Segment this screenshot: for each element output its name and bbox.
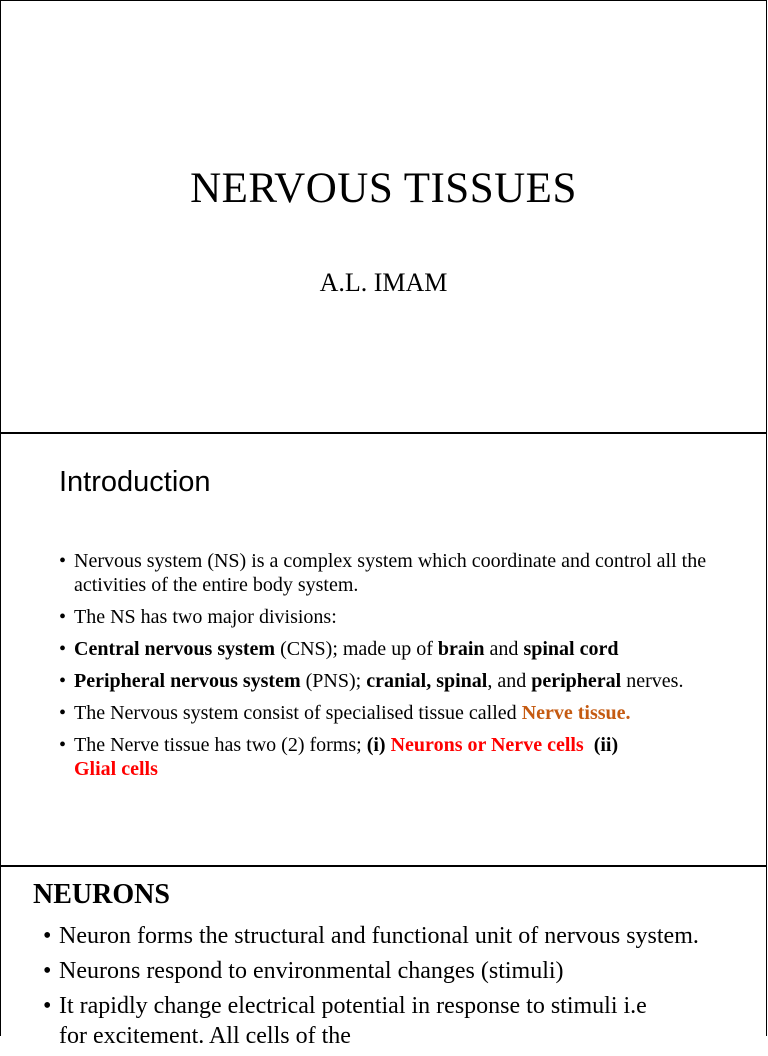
term-glial-cells: Glial cells (74, 758, 158, 780)
bullet-text: nerves. (621, 670, 684, 692)
bullet-marker: • (43, 958, 52, 984)
bullet-marker: • (59, 550, 67, 572)
bullet-marker: • (59, 734, 67, 756)
introduction-heading: Introduction (59, 466, 211, 498)
neurons-slide (0, 866, 767, 1049)
bullet-text: Nervous system (NS) is a complex system which coordinate and control all the activities of the entire body system. (74, 550, 707, 596)
bullet-marker: • (59, 638, 67, 660)
bullet-text: The NS has two major divisions: (74, 606, 337, 628)
list-item (59, 637, 749, 661)
term-brain: brain (437, 638, 485, 660)
list-marker-i: (i) (366, 734, 391, 756)
term-peripheral: peripheral (531, 670, 622, 692)
bullet-text: (CNS); made up of (275, 638, 438, 660)
neurons-heading: NEURONS (33, 879, 170, 910)
term-cns: Central nervous system (74, 638, 276, 660)
bullet-marker: • (43, 993, 52, 1019)
list-item (59, 701, 749, 725)
term-nerve-tissue: Nerve tissue. (521, 702, 631, 724)
list-item (59, 669, 749, 693)
neurons-bullet-list (43, 921, 763, 1056)
bullet-text: , and (487, 670, 532, 692)
term-neurons: Neurons or Nerve cells (390, 734, 584, 756)
list-marker-ii: (ii) (583, 734, 619, 756)
list-item (43, 991, 763, 1051)
list-item (43, 921, 763, 951)
bullet-text: and (484, 638, 524, 660)
slide-author: A.L. IMAM (319, 268, 448, 297)
title-slide (0, 0, 767, 433)
term-pns: Peripheral nervous system (74, 670, 301, 692)
term-spinal-cord: spinal cord (523, 638, 619, 660)
bullet-text: Neurons respond to environmental changes (stimuli) (59, 958, 564, 984)
list-item (59, 605, 749, 629)
bullet-text: It rapidly change electrical potential in response to stimuli i.e (59, 993, 647, 1019)
slide-title: NERVOUS TISSUES (190, 165, 577, 212)
bullet-text: The Nerve tissue has two (2) forms; (74, 734, 367, 756)
list-item (59, 549, 749, 597)
list-item (43, 956, 763, 986)
introduction-bullet-list (59, 549, 749, 789)
bullet-text-continued: for excitement. All cells of the (59, 1023, 351, 1049)
bullet-text: The Nervous system consist of specialised tissue called (74, 702, 522, 724)
bullet-text: (PNS); (300, 670, 367, 692)
term-cranial-spinal: cranial, spinal (366, 670, 488, 692)
bullet-marker: • (59, 670, 67, 692)
bullet-marker: • (43, 923, 52, 949)
list-item (59, 733, 749, 781)
introduction-slide (0, 433, 767, 866)
bullet-marker: • (59, 702, 67, 724)
bullet-marker: • (59, 606, 67, 628)
bullet-text: Neuron forms the structural and functional unit of nervous system. (59, 923, 699, 949)
